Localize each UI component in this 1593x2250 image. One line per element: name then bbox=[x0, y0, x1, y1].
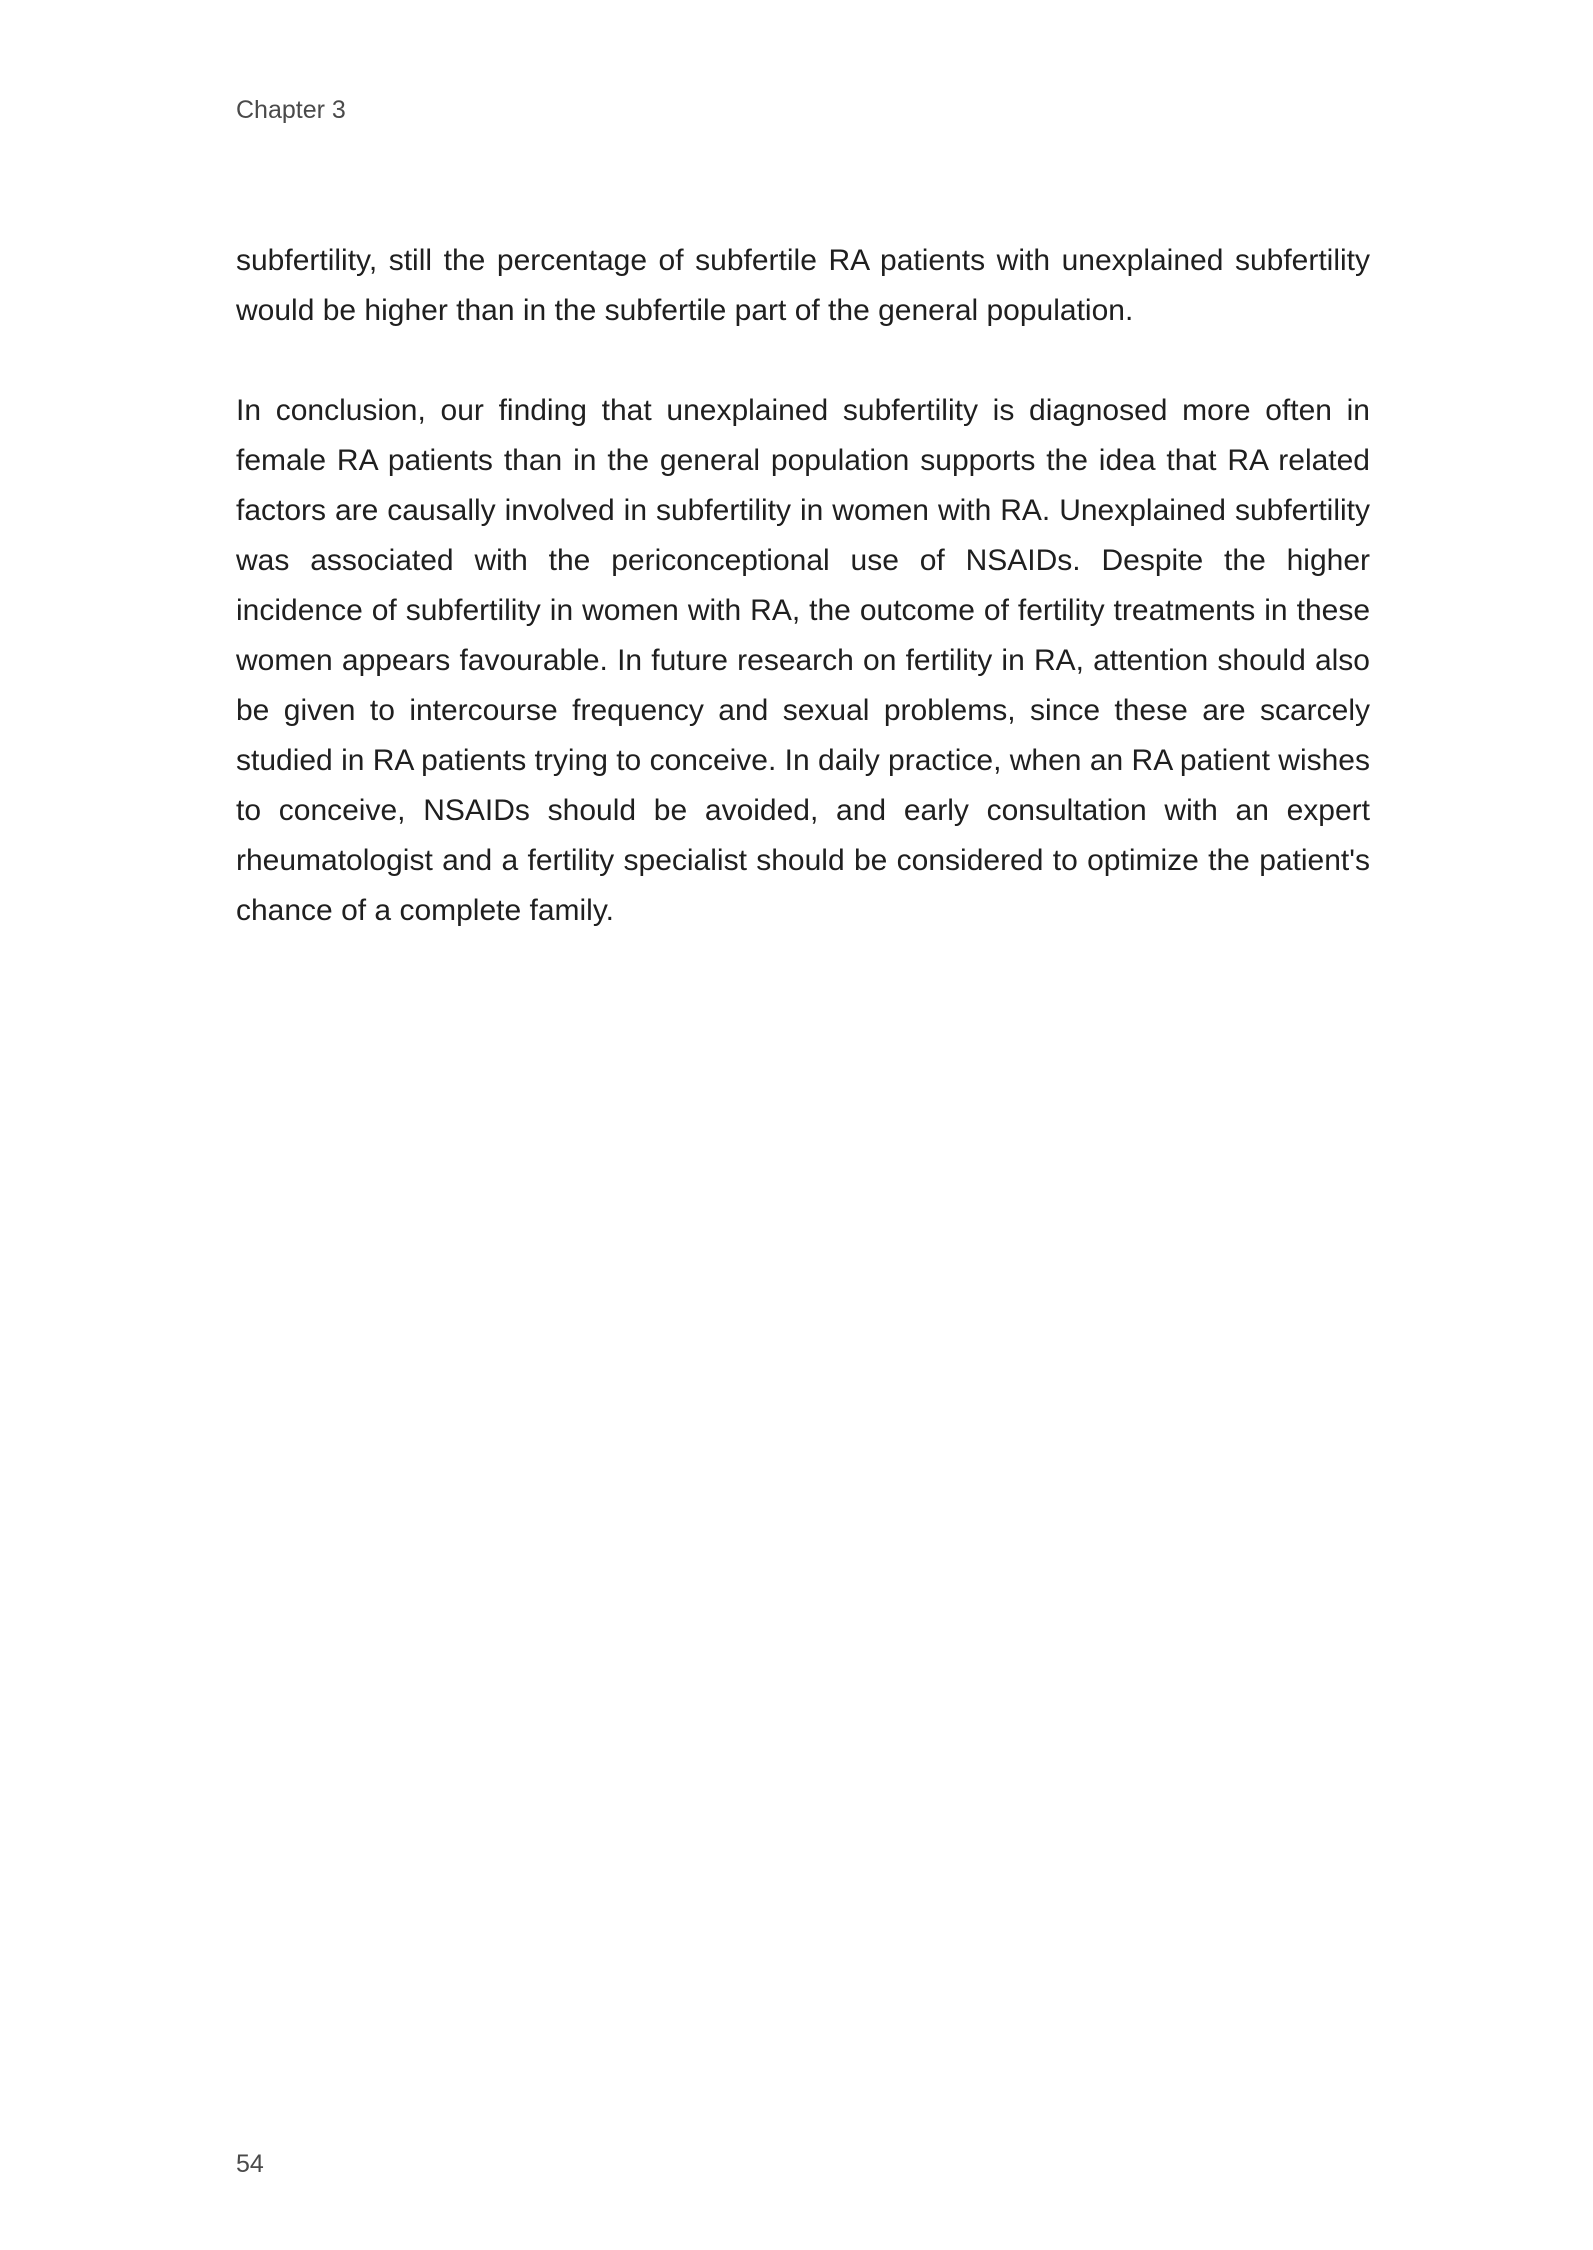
page-number: 54 bbox=[236, 2150, 264, 2178]
paragraph-continuation: subfertility, still the percentage of subfertile RA patients with unexplained subfertility would be higher than in the subfertile part of the general population. bbox=[236, 244, 1370, 327]
paragraph-conclusion: In conclusion, our finding that unexplained subfertility is diagnosed more often in female RA patients than in the general population supports the idea that RA related factors are causally involved in subfertility in women with RA. Unexplained subfertility was associated with the periconceptional use of NSAIDs. Despite the higher incidence of subfertility in women with RA, the outcome of fertility treatments in these women appears favourable. In future research on fertility in RA, attention should also be given to intercourse frequency and sexual problems, since these are scarcely studied in RA patients trying to conceive. In daily practice, when an RA patient wishes to conceive, NSAIDs should be avoided, and early consultation with an expert rheumatologist and a fertility specialist should be considered to optimize the patient's chance of a complete family. bbox=[236, 394, 1370, 927]
running-head: Chapter 3 bbox=[236, 96, 346, 124]
body-text bbox=[236, 236, 1370, 986]
